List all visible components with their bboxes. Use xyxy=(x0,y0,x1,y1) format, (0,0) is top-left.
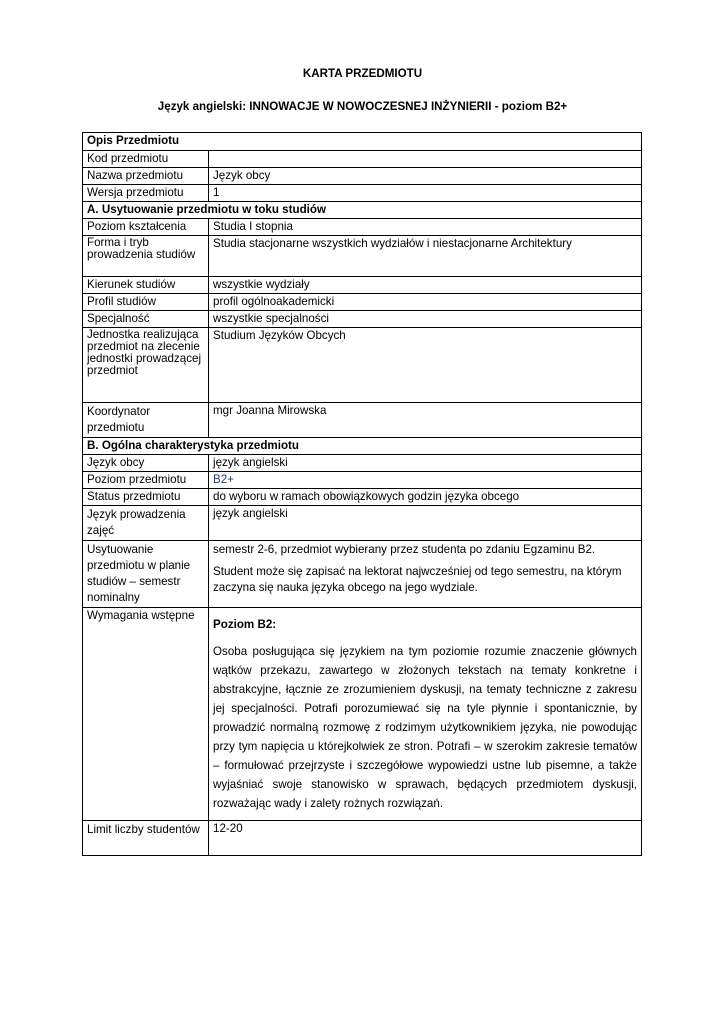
table-row xyxy=(83,472,642,489)
row-value: 12-20 xyxy=(209,821,642,856)
table-row xyxy=(83,455,642,472)
placement-text: semestr 2-6, przedmiot wybierany przez studenta po zdaniu Egzaminu B2. xyxy=(213,543,596,556)
document-title: KARTA PRZEDMIOTU xyxy=(302,67,423,80)
row-label: Profil studiów xyxy=(83,294,209,311)
placement-note: Student może się zapisać na lektorat najwcześniej od tego semestru, na którym zaczyna się nauka języka obcego na jego wydziale. xyxy=(213,565,622,594)
row-value: 1 xyxy=(209,185,642,202)
row-label: Limit liczby studentów xyxy=(83,821,209,856)
section-heading: B. Ogólna charakterystyka przedmiotu xyxy=(83,438,642,455)
table-row xyxy=(83,311,642,328)
row-label: Poziom przedmiotu xyxy=(83,472,209,489)
table-row xyxy=(83,219,642,236)
row-label: Wymagania wstępne xyxy=(83,608,209,821)
row-label: Koordynator przedmiotu xyxy=(83,403,209,438)
section-heading: Opis Przedmiotu xyxy=(83,133,642,151)
table-row xyxy=(83,185,642,202)
section-opis xyxy=(83,133,642,151)
table-row xyxy=(83,277,642,294)
table-row xyxy=(83,821,642,856)
row-value: język angielski xyxy=(209,506,642,541)
table-row xyxy=(83,294,642,311)
row-label: Kod przedmiotu xyxy=(83,151,209,168)
row-label: Poziom kształcenia xyxy=(83,219,209,236)
row-value xyxy=(209,151,642,168)
row-value: B2+ xyxy=(209,472,642,489)
table-row xyxy=(83,168,642,185)
requirements-heading: Poziom B2: xyxy=(213,618,277,631)
row-label: Język prowadzenia zajęć xyxy=(83,506,209,541)
row-value: Język obcy xyxy=(209,168,642,185)
row-value xyxy=(209,608,642,821)
course-card-table xyxy=(82,132,642,856)
row-label: Język obcy xyxy=(83,455,209,472)
row-value: Studia I stopnia xyxy=(209,219,642,236)
section-a xyxy=(83,202,642,219)
table-row xyxy=(83,489,642,506)
section-heading: A. Usytuowanie przedmiotu w toku studiów xyxy=(83,202,642,219)
row-label: Kierunek studiów xyxy=(83,277,209,294)
row-value: profil ogólnoakademicki xyxy=(209,294,642,311)
row-label: Specjalność xyxy=(83,311,209,328)
course-subtitle: Język angielski: INNOWACJE W NOWOCZESNEJ INŻYNIERII - poziom B2+ xyxy=(157,100,568,113)
row-value: do wyboru w ramach obowiązkowych godzin języka obcego xyxy=(209,489,642,506)
table-row xyxy=(83,541,642,608)
row-value: język angielski xyxy=(209,455,642,472)
row-value xyxy=(209,541,642,608)
table-row xyxy=(83,151,642,168)
requirements-text: Osoba posługująca się językiem na tym poziomie rozumie znaczenie głównych wątków przekazu, zawartego w złożonych tekstach na tematy konkretne i abstrakcyjne, łącznie ze zrozumieniem dyskusji, na tematy techniczne z zakresu jej specjalności. Potrafi porozumiewać się na tyle płynnie i spontanicznie, by prowadzić normalną rozmowę z rodzimym użytkownikiem języka, nie powodując przy tym napięcia u którejkolwiek ze stron. Potrafi – w szerokim zakresie tematów – formułować przejrzyste i szczegółowe wypowiedzi ustne lub pisemne, a także wyjaśniać swoje stanowisko w sprawach, będących przedmiotem dyskusji, rozważając wady i zalety rożnych rozwiązań. xyxy=(213,645,637,810)
row-label: Forma i tryb prowadzenia studiów xyxy=(83,236,209,277)
table-row xyxy=(83,328,642,403)
row-label: Wersja przedmiotu xyxy=(83,185,209,202)
table-row xyxy=(83,608,642,821)
row-value: wszystkie specjalności xyxy=(209,311,642,328)
table-row xyxy=(83,236,642,277)
row-label: Nazwa przedmiotu xyxy=(83,168,209,185)
row-label: Jednostka realizująca przedmiot na zlecenie jednostki prowadzącej przedmiot xyxy=(83,328,209,403)
table-row xyxy=(83,506,642,541)
row-value: Studium Języków Obcych xyxy=(209,328,642,403)
section-b xyxy=(83,438,642,455)
row-value: Studia stacjonarne wszystkich wydziałów i niestacjonarne Architektury xyxy=(209,236,642,277)
row-label: Status przedmiotu xyxy=(83,489,209,506)
row-value: mgr Joanna Mirowska xyxy=(209,403,642,438)
table-row xyxy=(83,403,642,438)
row-value: wszystkie wydziały xyxy=(209,277,642,294)
row-label: Usytuowanie przedmiotu w planie studiów – semestr nominalny xyxy=(83,541,209,608)
